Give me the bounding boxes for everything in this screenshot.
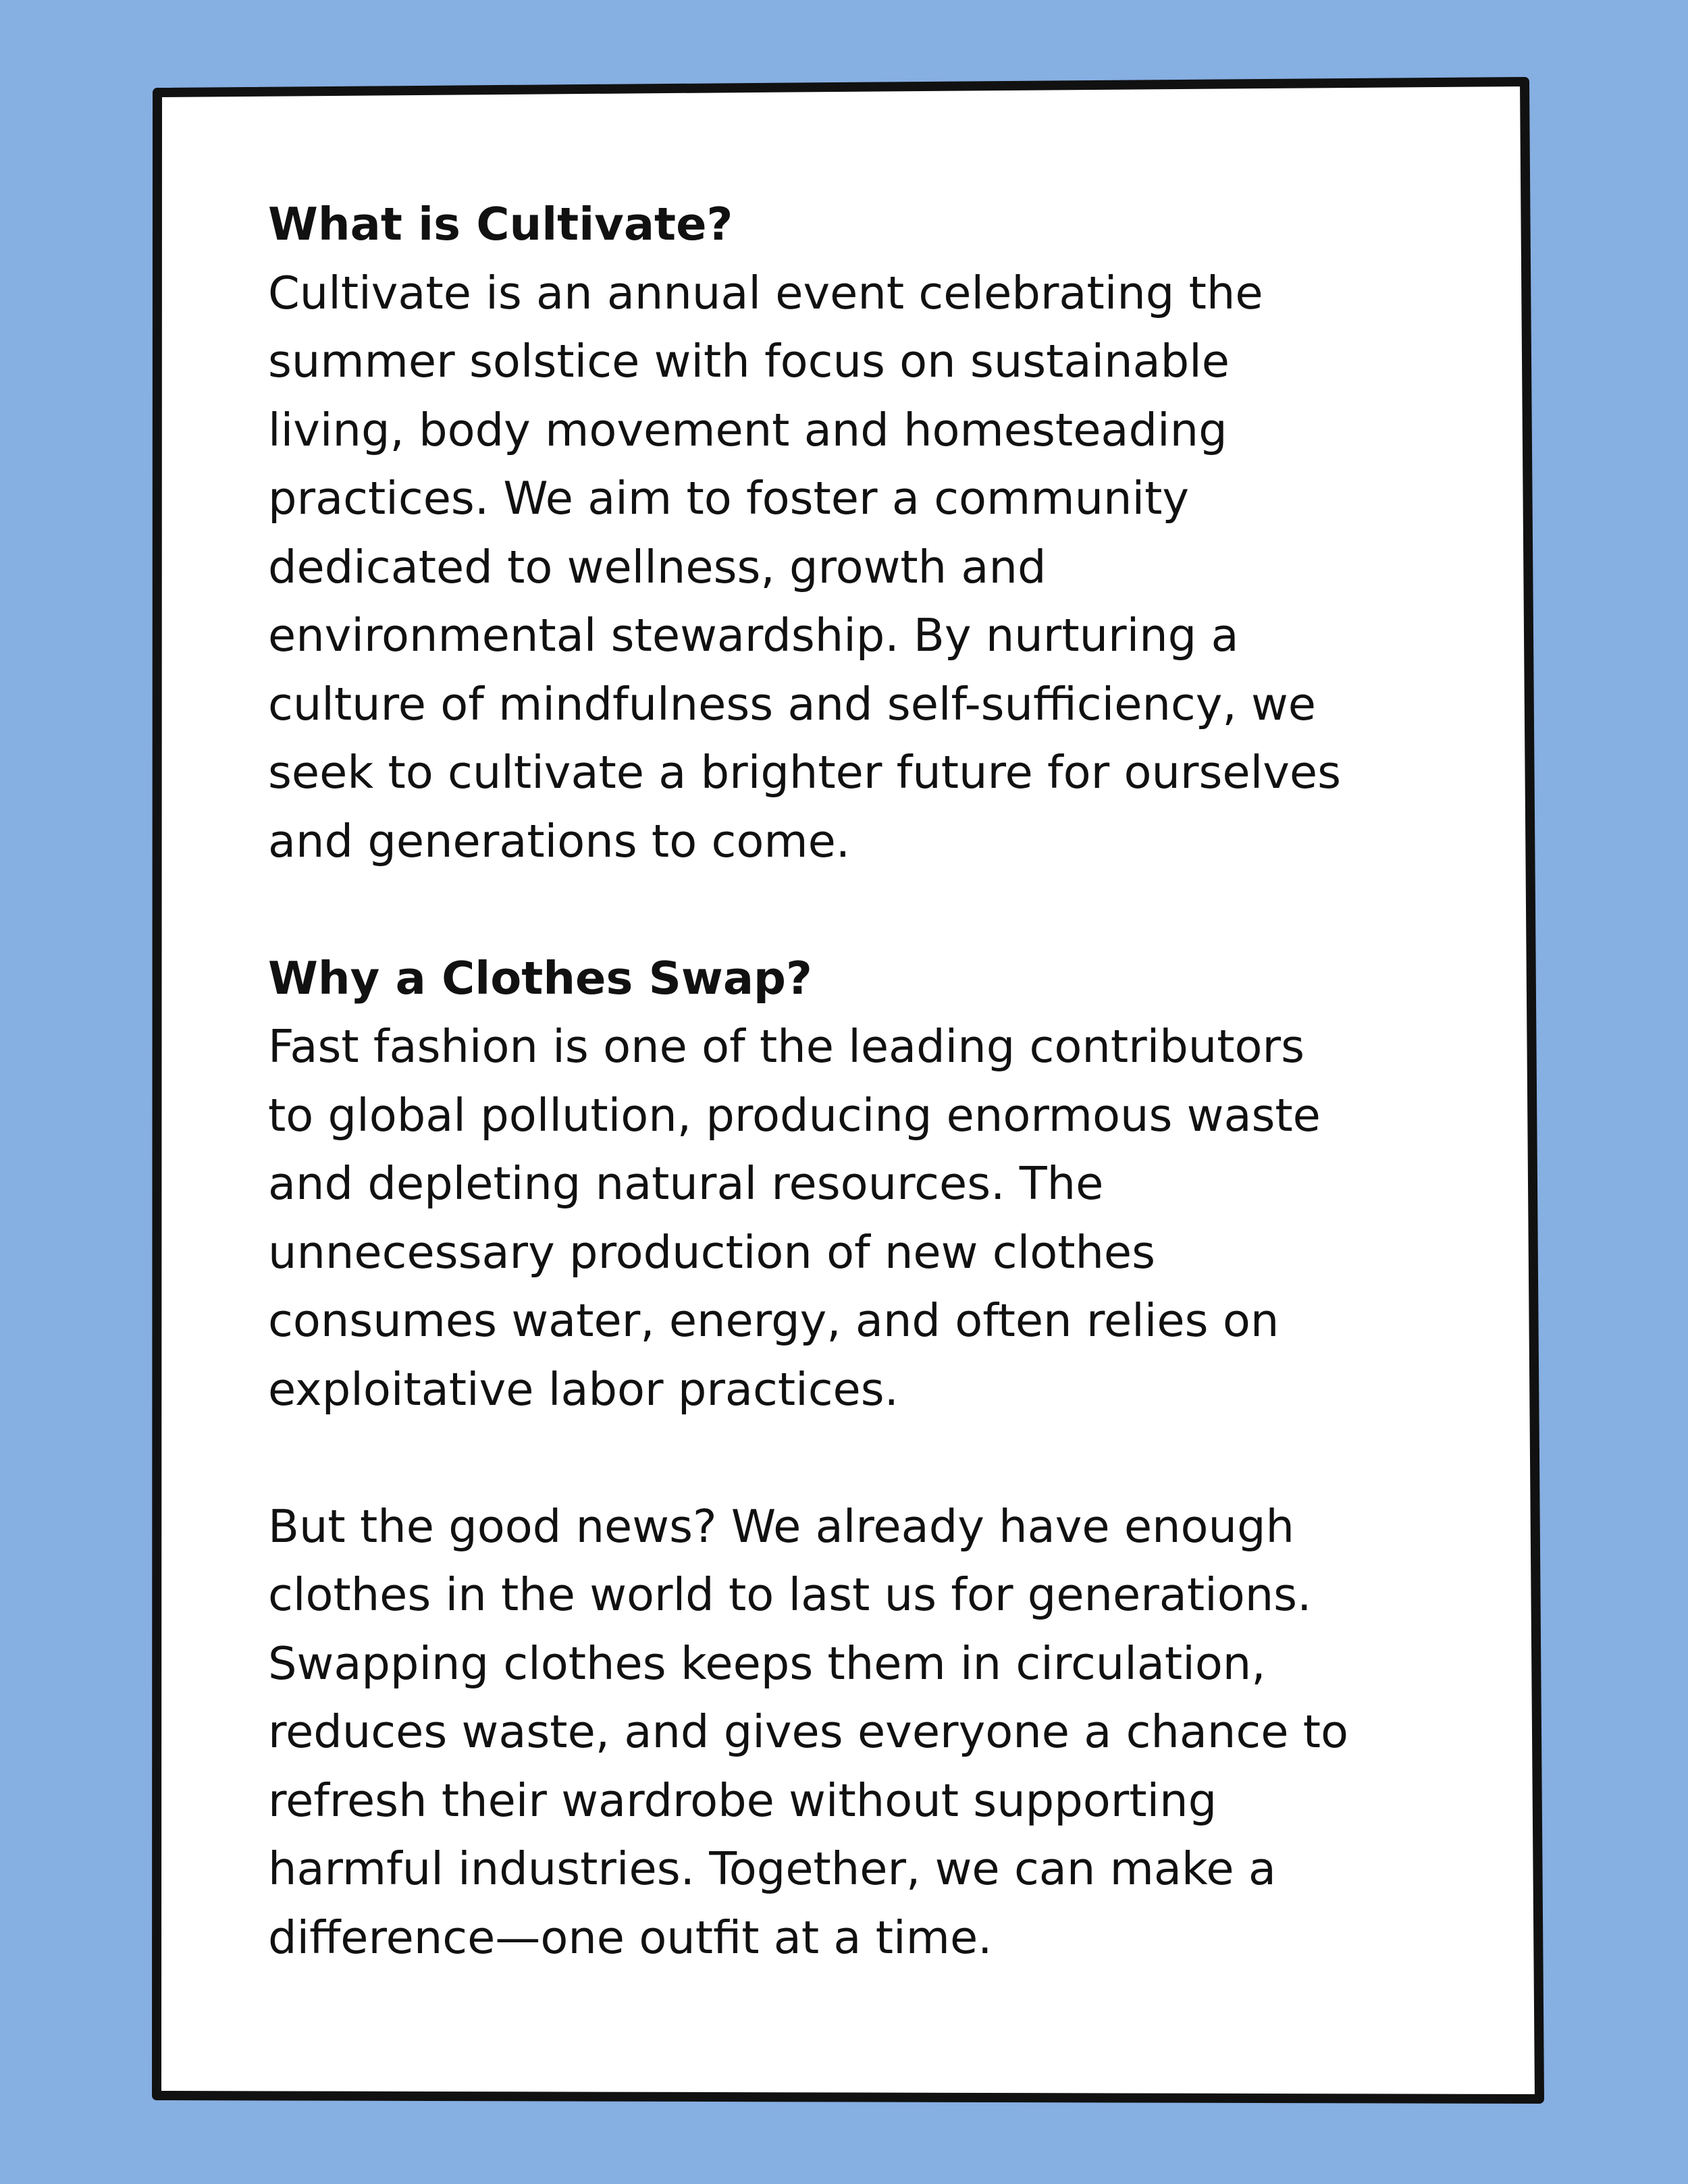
text-line: difference—one outfit at a time. [268, 1911, 993, 1964]
text-line: exploitative labor practices. [268, 1362, 899, 1416]
text-line: unnecessary production of new clothes [268, 1225, 1156, 1279]
text-line: living, body movement and homesteading [268, 403, 1228, 456]
text-line: and depleting natural resources. The [268, 1157, 1104, 1210]
text-line: consumes water, energy, and often relies on [268, 1294, 1280, 1347]
text-line: practices. We aim to foster a community [268, 472, 1190, 525]
text-line: to global pollution, producing enormous waste [268, 1088, 1321, 1142]
section-what-is-cultivate [268, 190, 1443, 876]
text-line: summer solstice with focus on sustainable [268, 335, 1230, 388]
text-line: Swapping clothes keeps them in circulation, [268, 1636, 1266, 1690]
heading-what-is-cultivate: What is Cultivate? [268, 198, 733, 250]
text-line: clothes in the world to last us for generations. [268, 1568, 1312, 1621]
text-line: But the good news? We already have enough [268, 1499, 1294, 1553]
text-line: reduces waste, and gives everyone a chance to [268, 1705, 1349, 1758]
paragraph-cultivate-description [268, 259, 1443, 876]
text-line: Cultivate is an annual event celebrating the [268, 266, 1263, 319]
text-line: seek to cultivate a brighter future for ourselves [268, 746, 1341, 799]
paragraph-spacer [268, 1424, 1443, 1493]
text-panel [268, 190, 1443, 1972]
heading-why-clothes-swap: Why a Clothes Swap? [268, 951, 812, 1005]
section-spacer [268, 876, 1443, 944]
text-line: and generations to come. [268, 814, 851, 868]
text-line: culture of mindfulness and self-sufficiency, we [268, 677, 1317, 730]
text-line: refresh their wardrobe without supporting [268, 1774, 1217, 1827]
text-line: dedicated to wellness, growth and [268, 540, 1047, 593]
text-line: environmental stewardship. By nurturing a [268, 609, 1239, 662]
paragraph-good-news [268, 1493, 1443, 1973]
paragraph-fast-fashion [268, 1013, 1443, 1424]
text-line: harmful industries. Together, we can make a [268, 1842, 1276, 1895]
section-why-clothes-swap [268, 944, 1443, 1973]
text-line: Fast fashion is one of the leading contributors [268, 1020, 1304, 1073]
